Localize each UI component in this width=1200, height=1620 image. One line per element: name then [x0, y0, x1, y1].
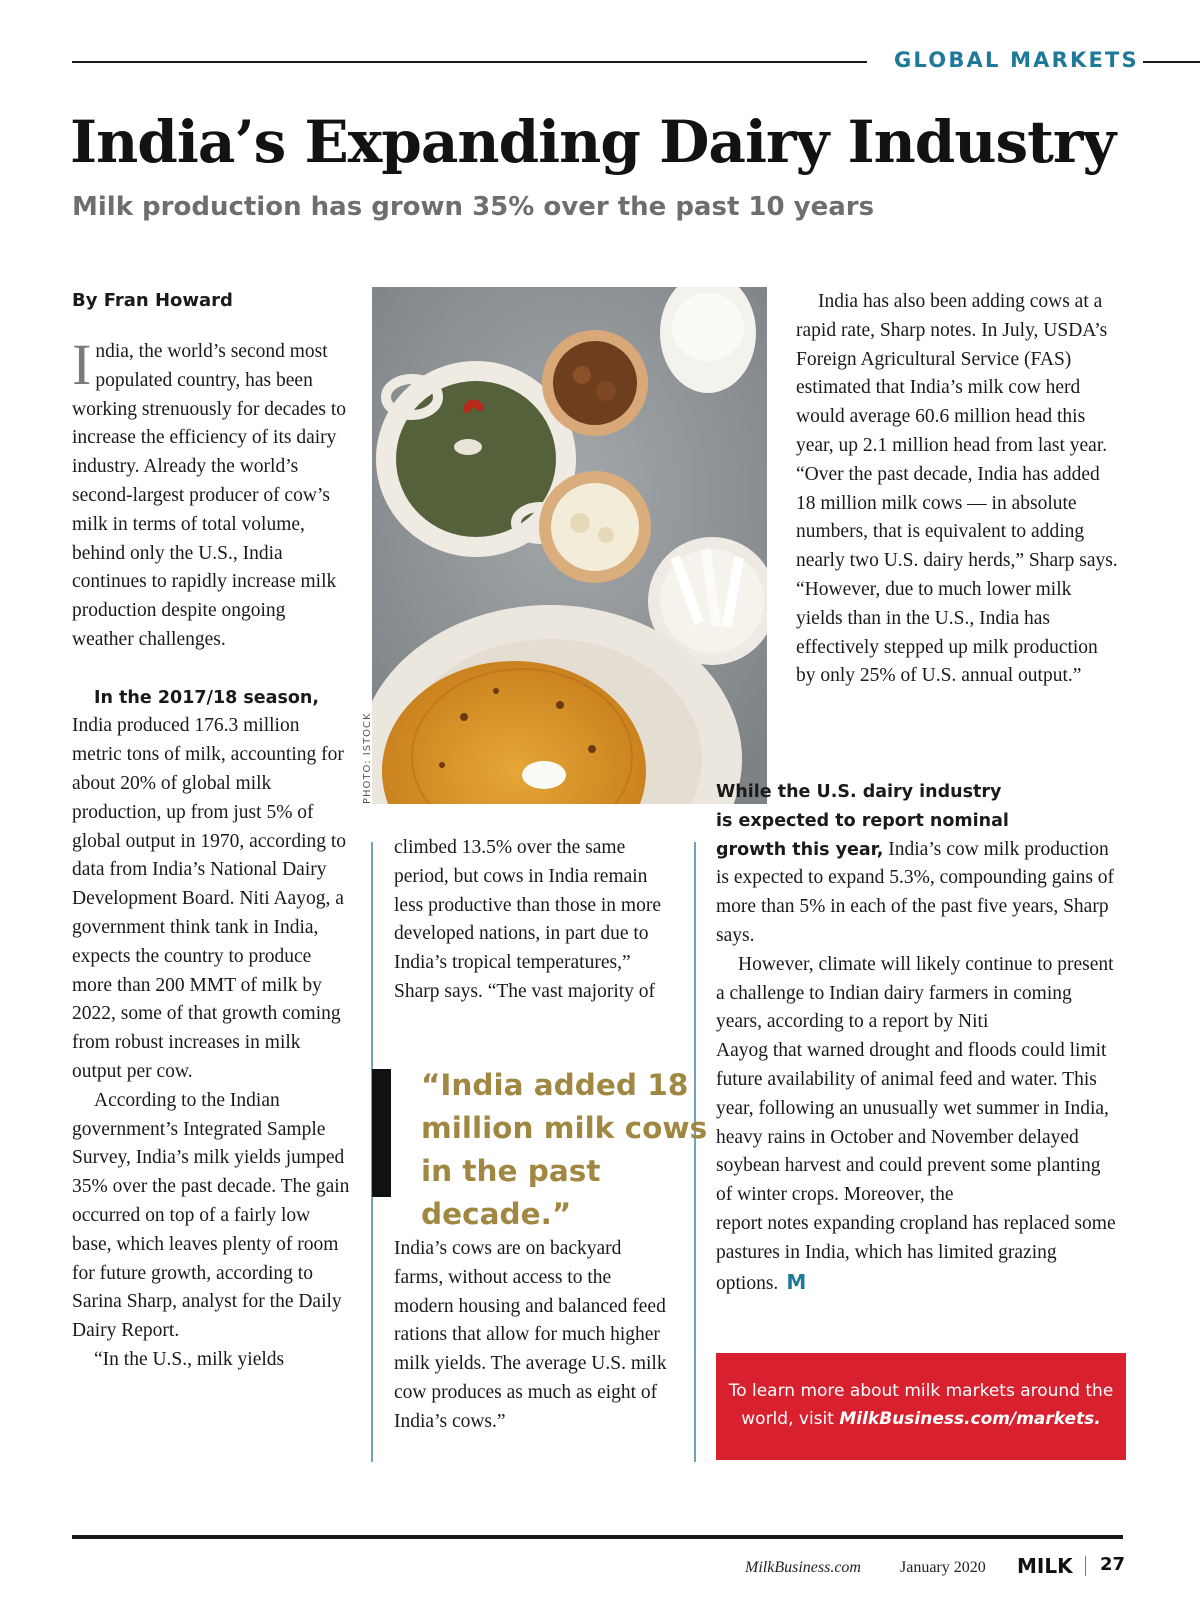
page-number: 27	[1100, 1554, 1126, 1575]
paragraph: Aayog that warned drought and floods could limit future availability of animal feed and water. This year, following an unusually wet summer in India, heavy rains in October and November delayed soybean harvest and could prevent some planting of winter crops. Moreover, the	[716, 1040, 1109, 1206]
paragraph-lead-line	[716, 778, 1120, 807]
footer-site: MilkBusiness.com	[745, 1559, 861, 1576]
paragraph-text: India produced 176.3 million metric tons of milk, accounting for about 20% of global milk production, up from just 5% of global output in 1970, according to data from India’s National Dairy Development Board. Niti Aayog, a government think tank in India, expects the country to produce more than 200 MMT of milk by 2022, some of that growth coming from robust increases in milk output per cow.	[72, 715, 347, 1082]
paragraph: According to the Indian government’s Integrated Sample Survey, India’s milk yields jumped 35% over the past decade. The gain occurred on top of a fairly low base, which leaves plenty of room for future growth, according to Sarina Sharp, analyst for the Daily Dairy Report.	[72, 1089, 350, 1342]
paragraph-lead: While the U.S. dairy industry	[716, 782, 1002, 802]
paragraph: However, climate will likely continue to present a challenge to Indian dairy farmers in coming years, according to a report by Niti	[716, 953, 1114, 1033]
article-column-3-bottom	[716, 778, 1120, 1298]
pull-quote: “India added 18 million milk cows in the past decade.”	[421, 1068, 708, 1231]
food-illustration	[372, 287, 767, 804]
paragraph-lead: is expected to report nominal	[716, 810, 1009, 831]
paragraph	[716, 1210, 1120, 1298]
paragraph: “In the U.S., milk yields	[94, 1348, 285, 1370]
bottom-rule	[72, 1535, 1123, 1539]
photo-credit: PHOTO: ISTOCK	[362, 712, 373, 804]
end-mark-icon: M	[786, 1269, 807, 1294]
paragraph: climbed 13.5% over the same period, but cows in India remain less productive than those in more developed nations, in part due to India’s tropical temperatures,” Sharp says. “The vast majority of	[394, 837, 661, 1002]
paragraph	[72, 332, 350, 655]
drop-cap: I	[72, 332, 92, 397]
top-rule-right	[1143, 61, 1200, 63]
food-photo	[372, 287, 767, 804]
paragraph-lead: growth this year,	[716, 839, 884, 860]
paragraph	[72, 684, 350, 1087]
promo-box[interactable]	[716, 1353, 1126, 1460]
footer-separator	[1085, 1556, 1086, 1576]
article-column-1	[72, 332, 350, 1375]
subhead: Milk production has grown 35% over the past 10 years	[72, 192, 875, 222]
paragraph: India has also been adding cows at a rapid rate, Sharp notes. In July, USDA’s Foreign Agricultural Service (FAS) estimated that India’s milk cow herd would average 60.6 million head this year, up 2.1 million head from last year. “Over the past decade, India has added 18 million milk cows — in absolute numbers, that is equivalent to adding nearly two U.S. dairy herds,” Sharp says. “However, due to much lower milk yields than in the U.S., India has effectively stepped up milk production by only 25% of U.S. annual output.”	[796, 291, 1118, 687]
article-column-2-top	[394, 834, 674, 1007]
paragraph-lead-line	[716, 807, 1120, 836]
promo-link[interactable]: MilkBusiness.com/markets.	[839, 1409, 1101, 1429]
footer-date: January 2020	[900, 1559, 986, 1576]
section-label: GLOBAL MARKETS	[894, 48, 1139, 72]
paragraph-lead: In the 2017/18 season,	[94, 687, 320, 708]
milk-logo: MILK	[1017, 1554, 1073, 1578]
paragraph-text: report notes expanding cropland has replaced some pastures in India, which has limited grazing options.	[716, 1212, 1116, 1294]
pull-quote-bar	[372, 1069, 391, 1197]
headline: India’s Expanding Dairy Industry	[70, 108, 1116, 176]
byline: By Fran Howard	[72, 290, 233, 311]
top-rule	[72, 61, 867, 63]
paragraph	[716, 836, 1120, 951]
article-column-3-top	[796, 288, 1121, 691]
article-column-2-bottom	[394, 1235, 674, 1437]
promo-text: To learn more about milk markets around the world, visit	[728, 1381, 1114, 1429]
paragraph-text: ndia, the world’s second most populated country, has been working strenuously for decades to increase the efficiency of its dairy industry. Already the world’s second-largest producer of cow’s milk in terms of total volume, behind only the U.S., India continues to rapidly increase milk production despite ongoing weather challenges.	[72, 341, 347, 650]
paragraph: India’s cows are on backyard farms, without access to the modern housing and balanced feed rations that allow for much higher milk yields. The average U.S. milk cow produces as much as eight of India’s cows.”	[394, 1238, 667, 1432]
paragraph-text: India’s cow milk production is expected to expand 5.3%, compounding gains of more than 5% in each of the past five years, Sharp says.	[716, 838, 1115, 946]
